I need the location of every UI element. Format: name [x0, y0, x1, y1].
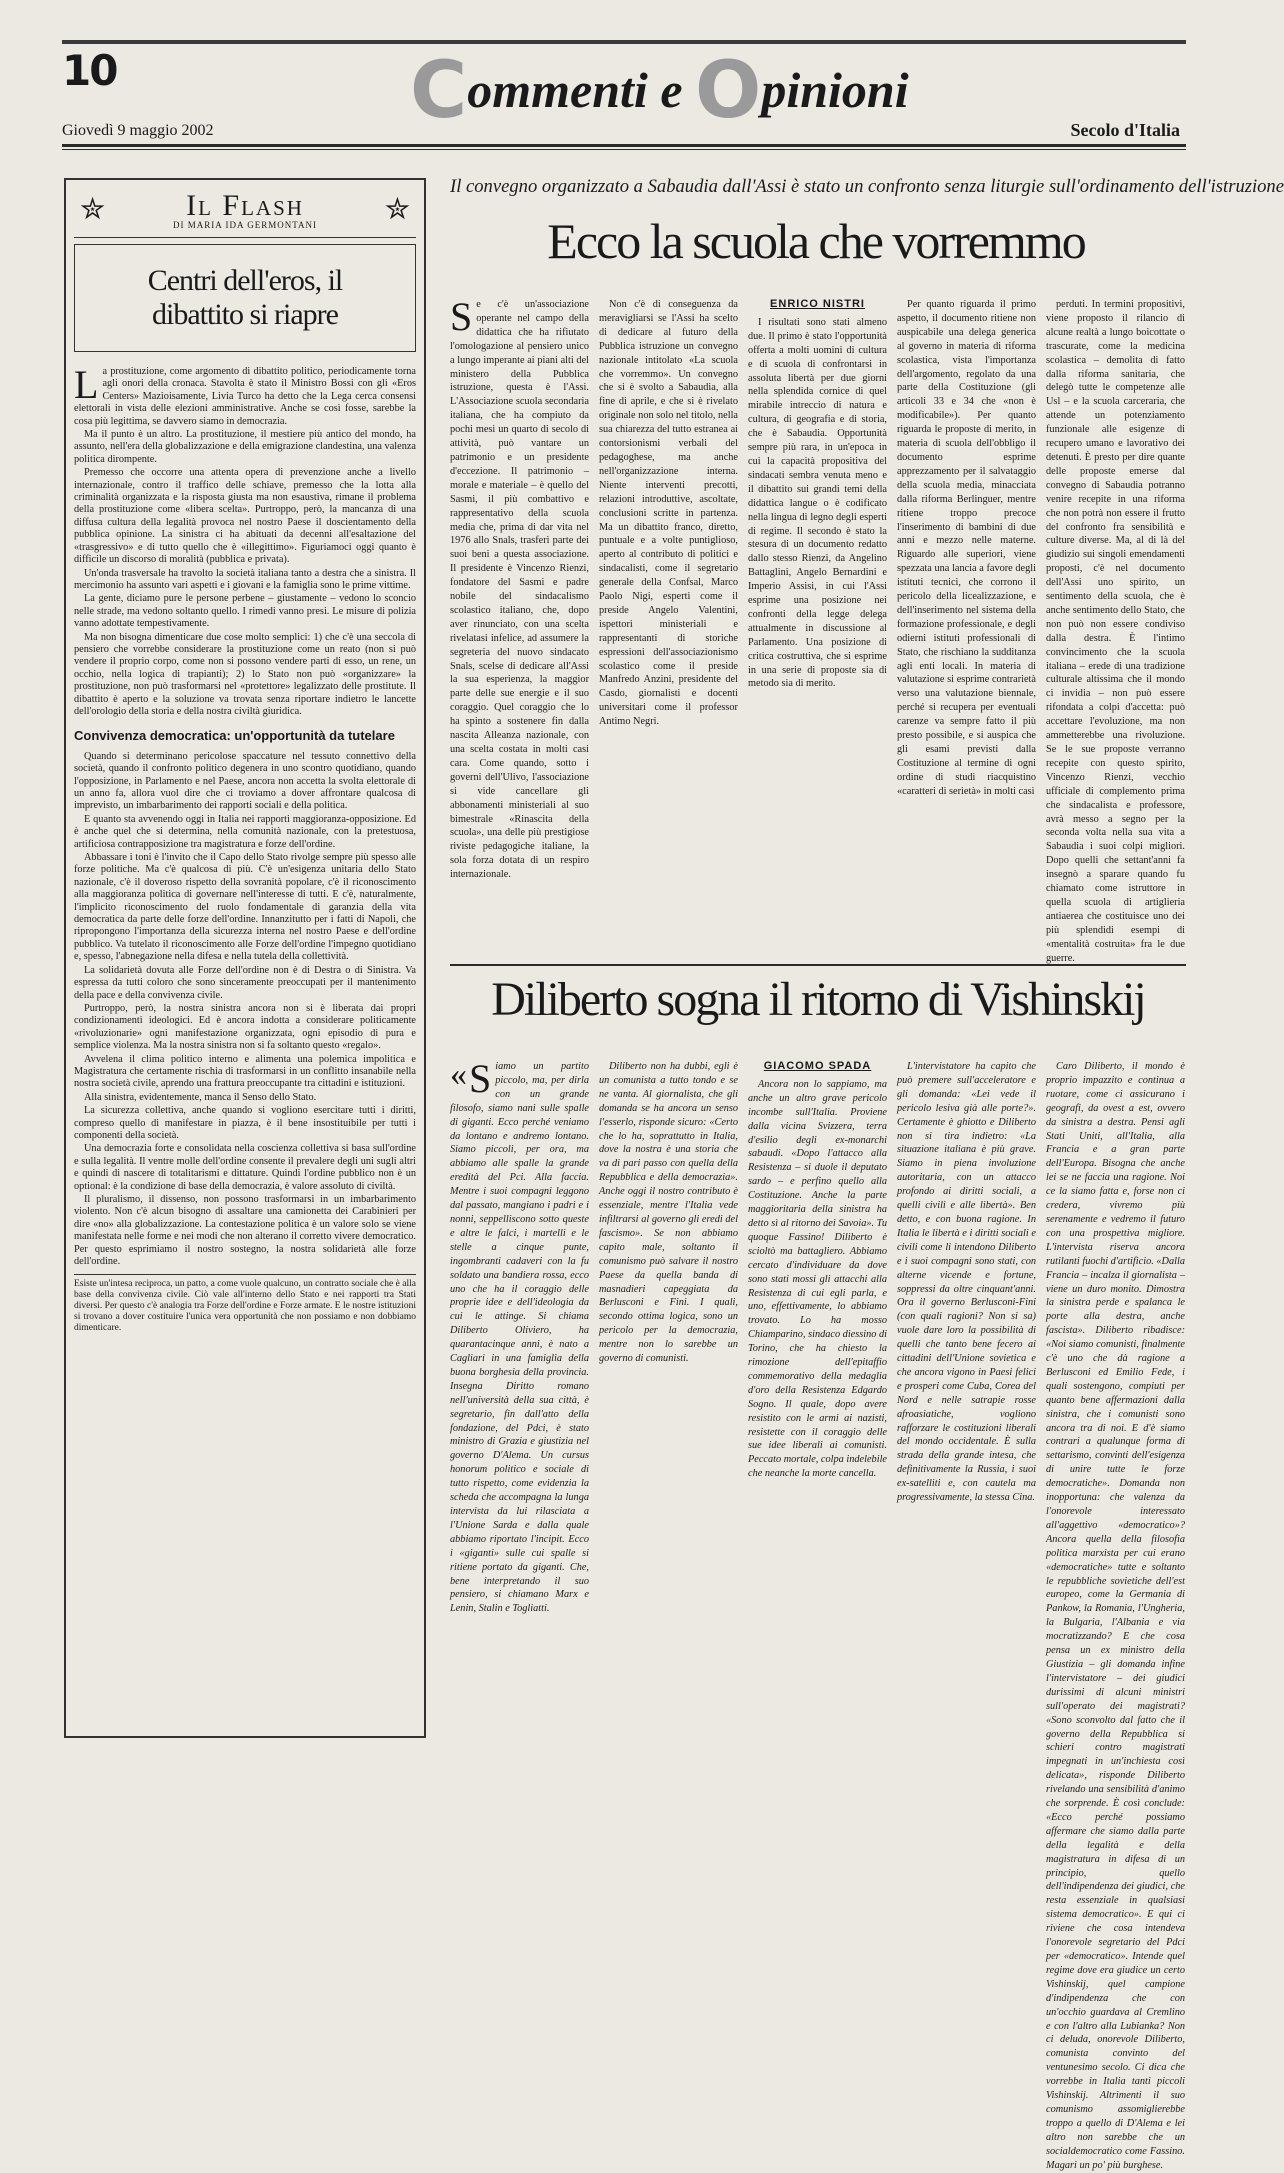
- flash-header: [74, 186, 416, 238]
- article2-body: [450, 1056, 1185, 2171]
- flash-headline: Centri dell'eros, il dibattito si riapre: [147, 264, 343, 331]
- section-title: [410, 46, 909, 136]
- flash-paragraph: Alla sinistra, evidentemente, manca il Senso dello Stato.: [84, 1091, 317, 1103]
- section-title-cap-c: C: [410, 46, 468, 136]
- dropcap: S: [450, 294, 473, 339]
- flash-paragraph: Una democrazia forte e consolidata nella coscienza collettiva si basa sull'ordine e sulla legalità. Il ventre molle dell'ordine consente il prevalere degli uni sugli altri e quindi di nascere di totalitarismi e dittature. Quindi l'ordine pubblico non è un optional: è la condizione di base della democrazia, è valore assoluto di civiltà.: [74, 1143, 416, 1192]
- flash-paragraph: Il pluralismo, il dissenso, non possono trasformarsi in un imbarbarimento violento. Non c'è alcun bisogno di assaltare una camionetta dei Carabinieri per dire «no» alla globalizzazione. La contestazione politica è un valore solo se viene manifestata nelle forme e nei modi che non alterano il corretto vivere democratico. Per questo esprimiamo il nostro sostegno, la nostra solidarietà alle forze dell'ordine.: [74, 1194, 416, 1268]
- flash-paragraph: Premesso che occorre una attenta opera di prevenzione anche a livello internazionale, contro il traffico delle schiave, premesso che la lotta alla criminalità organizzata e la risposta giusta ma non esaustiva, rimane il problema della prostituzione come «libera scelta». Purtroppo, però, la mancanza di una diffusa cultura della legalità provoca nel nostro Paese il doscientamento della pubblica opinione. La sinistra ci ha abituati da decenni all'esaltazione del «trasgressivo» e di tutto quello che è «illegittimo». Figuriamoci oggi quanto è difficile un discorso di moralità (pubblica e privata).: [74, 467, 416, 566]
- section-title-cap-o: O: [695, 46, 762, 136]
- flash-column: [64, 178, 426, 1738]
- article1-author: ENRICO NISTRI: [770, 298, 865, 310]
- article1-kicker: Il convegno organizzato a Sabaudia dall'Assi è stato un confronto senza liturgie sull'ordinamento dell'istruzione: [450, 176, 1284, 197]
- star-icon: ✮: [80, 193, 106, 226]
- article2-column: L'intervistatore ha capito che può premere sull'acceleratore e gli domanda: «Lei vede il pericolo lesiva già alle porte?». Certamente è ghiotto e Diliberto non si tira indietro: «La situazione italiana è più grave. Siamo in piena involuzione autoritaria, con un attacco profondo ai diritti sociali, a quelli civili e alle libertà». Ben detto, e con buona ragione. In Italia le libertà e i diritti sociali e civili come li intendono Diliberto e i suoi compagni sono stati, con alterne vicende e fortune, soppressi da oltre cinquant'anni. Ora il governo Berlusconi-Fini (con quali ragioni? Non si sa) vuole dare loro la possibilità di quelli che tanto bene fecero ai cittadini dell'Unione sovietica e che ancora vigono in Paesi felici e prosperi come Cuba, Corea del Nord e nelle satrapie rosse afroasiatiche, vogliono rafforzare le costituzioni liberali del mondo occidentale. È sulla strada della grande intesa, che definitivamente la Russia, i suoi ex-satelliti e, con cautela ma progressivamente, la stessa Cina.: [897, 1061, 1036, 1504]
- issue-date: Giovedì 9 maggio 2002: [62, 122, 214, 139]
- newspaper-name: Secolo d'Italia: [1070, 120, 1180, 140]
- article2-column: Caro Diliberto, il mondo è proprio impazzito e continua a ruotare, come ci assicurano i geografi, da ovest a est, ovvero da sinistra a destra. Pensi agli Stati Uniti, all'Italia, alla Francia e a gran parte dell'Europa. Bisogna che anche lei se ne faccia una ragione. Noi ce la siamo fatta e, forse non ci credera, vivremo più serenamente e vedremo il futuro con una prospettiva migliore. L'intervista riserva ancora rutilanti fuochi d'artificio. «Dalla Francia – incalza il giornalista – viene un duro monito. Dimostra la sinistra perde e spalanca le porte alla destra, anche fascista». Diliberto ribadisce: «Noi siamo comunisti, finalmente c'è uno che dà ragione a Berlusconi ed Emilio Fede, i quali sostengono, compiuti per quanto bene affermazioni dalla sinistra, che i comunisti sono ancora tra di noi. E d'è siamo contrari a qualunque forma di settarismo, convinti dell'esigenza di unire tutte le forze democratiche». Domanda non inopportuna: che valenza da l'onorevole interessato all'aggettivo «democratico»? Ancora quella della filosofia politica marxista per cui erano «democratiche» tutte e soltanto le repubbliche sovietiche dell'est europeo, come la Germania di Pankow, la Romania, l'Ungheria, la Bulgaria, l'Albania e via mocratizzando? E che cosa pensa un ex ministro della Giustizia – gli domanda infine l'intervistatore – dei giudici durissimi di alcuni ministri sull'operato dei magistrati? «Sono sconvolto dal fatto che il governo della Repubblica si schieri contro magistrati impegnati in un'inchiesta così delicata», risponde Diliberto rivelando una sensibilità d'animo che sorprende. È così conclude: «Ecco perché possiamo affermare che siamo dalla parte della legalità e della magistratura in difesa di un principio, quello dell'indipendenza dei giudici, che resta essenziale in qualsiasi sistema democratico». E qui ci riviene che cosa intendeva l'onorevole segretario del Pdci per «democratico». Intende quel regime dove era giudice un certo Vishinskij, quel campione d'indipendenza che con un'occhio guardava al Cremlino e con l'altro alla Lubianka? Non ci deluda, onorevole Diliberto, comunista convinto del ventunesimo secolo. Ci dica che vorrebbe in Italia tanti piccoli Vishinskij. Altrimenti il suo comunismo assomiglierebbe troppo a quello di D'Alema e lei altro non sarebbe che un socialdemocratico come Fassino. Magari un po' più burghese.: [1046, 1061, 1185, 2171]
- flash-headline-box: [74, 244, 416, 352]
- article1-column: Non c'è di conseguenza da meravigliarsi se l'Assi ha scelto di dedicare al futuro della Pubblica istruzione un convegno nazionale intitolato «La scuola che vorremmo». Un convegno che si è svolto a Sabaudia, alla fine di aprile, e che si è rivelato originale non solo nel titolo, nella sua chiarezza del tutto estranea ai contorsionismi verbali del pedagoghese, ma anche nell'organizzazione interna. Niente interventi precotti, relazioni introduttive, ascoltate, conclusioni scritte in partenza. Ma un dibattito franco, diretto, puntuale e a volte puntiglioso, aperto al contributo di politici e sindacalisti, come il segretario generale della Confsal, Marco Paolo Nigi, esperti come il preside Angelo Valentini, ispettori ministeriali e rappresentanti di storiche espressioni dell'associazionismo scolastico come il preside Manfredo Anzini, presidente del Casdo, giornalisti e docenti universitari come il professor Antimo Negri.: [599, 299, 738, 728]
- flash-body: [74, 362, 416, 1334]
- flash-paragraph: Un'onda trasversale ha travolto la società italiana tanto a destra che a sinistra. Il mercimonio ha assunto vari aspetti e i giovani e la famiglia sono le prime vittime.: [74, 567, 416, 591]
- page-number: 10: [62, 46, 117, 95]
- flash-byline: DI MARIA IDA GERMONTANI: [172, 220, 318, 230]
- flash-title: Il Flash: [186, 189, 304, 222]
- section-title-part2: pinioni: [761, 62, 909, 118]
- article-divider: [450, 964, 1186, 966]
- flash-paragraph: Ma il punto è un altro. La prostituzione, il mestiere più antico del mondo, ha assunto, nell'era della globalizzazione e della emigrazione clandestina, una valenza politica dirompente.: [74, 429, 416, 465]
- flash-paragraph: Ma non bisogna dimenticare due cose molto semplici: 1) che c'è una seccola di pensiero che vorrebbe considerare la prostituzione come un reato (non si può vendere il proprio corpo, come non si possono vendere parti di esso, un rene, un occhio, nella logica di trapianti); 2) lo Stato non può «organizzare» la prostituzione, non può trasformarsi nel «protettore» legalizzato delle prostitute. Il dibattito è aperto e la soluzione va trovata senza riportare indietro le lancette dell'orologio della storia e della nostra civiltà giuridica.: [74, 631, 416, 717]
- flash-paragraph: La gente, diciamo pure le persone perbene – giustamente – vedono lo sconcio nelle strade, ma vedono soltanto quello. I rimedi vanno presi. Le misure di polizia vanno adottate tempestivamente.: [74, 593, 416, 630]
- dropcap: L: [74, 362, 99, 407]
- flash-paragraph: Quando si determinano pericolose spaccature nel tessuto connettivo della società, quando il confronto politico degenera in uno scontro quotidiano, quando l'opposizione, in Parlamento e nel Paese, ancora non accetta la svolta elettorale di un anno fa, allora vuol dire che ci troviamo a dover affrontare qualcosa di imprevisto, un imbarbarimento dei rapporti sociali e della politica.: [74, 750, 416, 812]
- article2-headline: Diliberto sogna il ritorno di Vishinskij: [491, 973, 1145, 1026]
- flash-paragraph: E quanto sta avvenendo oggi in Italia nei rapporti maggioranza-opposizione. Ed è anche quel che si determina, nella comunità nazionale, con la pretestuosa, artificiosa contrapposizione tra magistratura e forze dell'ordine.: [74, 813, 416, 850]
- flash-subhead: Convivenza democratica: un'opportunità da tutelare: [74, 728, 395, 744]
- article2-column: « S iamo un partito piccolo, ma, per dirla con un grande filosofo, siamo nani sulle spalle di giganti. Ecco perché veniamo da lontano e andremo lontano. Siamo piccoli, per ora, ma abbiamo alle spalle la grande eredità del Pci. Alla faccia. Mentre i suoi compagni leggono dal passato, mangiano i padri e i nonni, seppelliscono sotto queste e altre le falci, i martelli e le stelle a cinque punte, ingombranti cadaveri con la fu soldato una bandiera rossa, ecco uno che ha il coraggio delle proprie idee e dell'ideologia da cui le attinge. Si chiama Diliberto Oliviero, ha quarantacinque anni, è nato a Cagliari in una famiglia della buona borghesia della provincia. Insegna Diritto romano nell'università della sua città, è segretario, fin dall'atto della fondazione, del Pdci, è stato ministro di Grazia e giustizia nel governo D'Alema. Un cursus honorum politico e sociale di tutto rispetto, come evidenzia la scheda che accompagna la lunga intervista da lui rilasciata a l'Unione Sarda e dalla quale abbiamo riportato l'incipit. Ecco i «giganti» sulle cui spalle si ritiene portato da giganti. Che, bene interpretando il suo pensiero, si chiamano Marx e Lenin, Stalin e Togliatti.: [450, 1056, 589, 1615]
- section-title-part1: ommenti e: [467, 62, 696, 118]
- flash-paragraph: La prostituzione, come argomento di dibattito politico, periodicamente torna agli onori della cronaca. Stavolta è stato il Ministro Bossi con gli «Eros Centers» Mazioisamente, Livia Turco ha detto che la Lega cerca consensi elettorali in vista delle elezioni amministrative. Anche se così fosse, sarebbe la cosa più legittima, se davvero siamo in democrazia.: [74, 362, 416, 427]
- dropcap: S: [469, 1056, 492, 1101]
- article2-column: Diliberto non ha dubbi, egli è un comunista a tutto tondo e se ne vanta. Al giornalista, che gli domanda se ha ancora un senso l'esserlo, risponde sicuro: «Certo che lo ha, soprattutto in Italia, dove la nostra è una storia che va di pari passo con quella della Repubblica e della democrazia». Anche oggi il nostro contributo è essenziale, mentre l'Italia vede infiltrarsi al governo gli eredi del fascismo». Se non abbiamo capito male, soltanto il comunismo può salvare il nostro Paese da quella banda di masnadieri capeggiata da Berlusconi e Fini. I quali, secondo ottima logica, sono un pericolo per la democrazia, mentre non lo sarebbe un governo di comunisti.: [599, 1061, 738, 1365]
- article2-column: GIACOMO SPADA Ancora non lo sappiamo, ma anche un altro grave pericolo incombe sull'Italia. Proviene dalla vicina Svizzera, terra d'esilio degli ex-monarchi sabaudi. «Dopo l'attacco alla Resistenza – si duole il deputato sardo – e perfino quello alla Costituzione. Anche la parte maggioritaria della sinistra ha detto sì al ritorno dei Savoia». Tu quoque Fassino! Diliberto è scioltò ma battagliero. Abbiamo cercato d'individuare da dove sono stati mossi gli attacchi alla Resistenza di cui egli parla, e uno, effettivamente, lo abbiamo trovato. Lo ha mosso Chiamparino, sindaco diessino di Torino, che ha chiesto la rimozione dell'epitaffio commemorativo della medaglia d'oro della Resistenza Edgardo Sogno. Il quale, dopo avere resistito con le armi ai nazisti, resistette con il coraggio delle sue idee liberali ai comunisti. Peccato mortale, colpa indelebile che neanche la morte cancella.: [748, 1060, 888, 1480]
- header-rule: [62, 144, 1186, 147]
- article1-column: Per quanto riguarda il primo aspetto, il documento ritiene non auspicabile una delega generica al governo in materia di riforma scolastica, vista l'importanza dell'argomento, regolato da una parte della Costituzione (gli articoli 33 e 34 che «non è modificabile»). Per quanto riguarda le proposte di merito, in materia di scuola dell'obbligo il documento esprime apprezzamento per il salvataggio della scuola media, minacciata dalla riforma Berlinguer, mentre ritiene troppo precoce l'inserimento di bambini di due anni e mezzo nelle materne. Riguardo alle superiori, viene spezzata una lancia a favore degli istituti tecnici, che corrono il pericolo della licealizzazione, e dell'inserimento nel sistema della formazione professionale, e degli odierni istituti professionali di Stato, che rischiano la sudditanza agli enti locali. In materia di valutazione si esprime contrarietà verso una valutazione biennale, perché si recupera per eventuali carenze va sempre fatto il più presto possibile, e si auspica che gli esami previsti dalla Costituzione al termine di ogni ordine di studi riacquistino «caratteri di serietà» in molti casi: [897, 299, 1036, 797]
- star-icon: ✮: [384, 193, 410, 226]
- flash-note: Esiste un'intesa reciproca, un patto, a come vuole qualcuno, un contratto sociale che è alla base della convivenza civile. Ciò vale all'interno dello Stato e nei rapporti tra Stati diversi. Per questo c'è analogia tra Forze dell'ordine e Forze armate. E le nostre istituzioni si trovano a dover costituire l'unica vera opportunità che non possiamo e non dobbiamo dimenticare.: [74, 1274, 416, 1334]
- article2-author: GIACOMO SPADA: [763, 1060, 872, 1072]
- article1-column: ENRICO NISTRI I risultati sono stati almeno due. Il primo è stato l'opportunità offerta a molti uomini di cultura e di scuola di confrontarsi in assoluta libertà per due giorni nella splendida cornice di quel mirabile intreccio di natura e cultura, di geografia e di storia, che è Sabaudia. Opportunità sempre più rara, in un'epoca in cui la capacità propositiva del sindacati sembra venuta meno e il dibattito sui grandi temi della didattica langue o è codificato nella lingua di legno degli esperti di regime. Il secondo è stato la stesura di un documento redatto dallo stesso Rienzi, da Angelino Battaglini, Angelo Bernardini e Imperio Assisi, in cui l'Assi esprime una posizione nei confronti della legge delega attualmente in discussione al Parlamento. Una posizione di critica costruttiva, che si esprime in una serie di proposte sia di metodo sia di merito.: [748, 298, 887, 690]
- flash-paragraph: Abbassare i toni è l'invito che il Capo dello Stato rivolge sempre più spesso alle forze politiche. Ma c'è qualcosa di più. C'è un'esigenza unitaria dello Stato nazionale, c'è il doveroso rispetto della sovranità popolare, c'è il riconoscimento alla maggioranza politica di governare nell'interesse di tutti. E c'è, naturalmente, l'implicito riconoscimento del ruolo fondamentale di garanzia della vita democratica da parte delle forze dell'ordine. Innanzitutto per i fatti di Napoli, che ripropongono l'importanza della sicurezza interna nel nostro Paese e dell'ordine pubblico. Va tutelato il riconoscimento alle Forze dell'ordine l'impegno quotidiano e, spesso, l'abnegazione nella difesa e nella tutela della collettività.: [74, 852, 416, 963]
- flash-paragraph: Avvelena il clima politico interno e alimenta una polemica impolitica e Magistratura che certamente rischia di trasformarsi in un conflitto insanabile nella nostra società civile, aprendo una frattura preoccupante tra cittadini e istituzioni.: [74, 1053, 416, 1090]
- header-rule-thin: [62, 149, 1186, 150]
- article1-column: perduti. In termini propositivi, viene proposto il rilancio di alcune realtà a lungo boicottate o trascurate, come la medicina scolastica – demolita di fatto dalla riforma sanitaria, che delegò tutte le competenze alle Usl – e la scuola carceraria, che attende un potenziamento funzionale alle esigenze di recupero umano e lavorativo dei detenuti. È presto per dire quante delle proposte emerse dal convegno di Sabaudia potranno venire recepite in una riforma che non potrà non essere il frutto del confronto fra sensibilità e culture diverse. Ma, al di là del giudizio sui singoli emendamenti proposti, c'è nel documento dell'Assi uno spirito, un sentimento della scuola, che è anche sentimento dello Stato, che non può non essere condiviso dalla destra. È l'intimo convincimento che la scuola italiana – erede di una tradizione culturale altissima che il mondo ci invidia – non può essere rifondata a colpi d'accetta: può accettare l'evoluzione, ma non ammetterebbe una rivoluzione. Se le sue proposte verranno recepite con questo spirito, Vincenzo Rienzi, vecchio ufficiale di complemento prima che sindacalista e professore, avrà messo a segno per la seconda volta nella sua vita a Sabaudia i suoi colpi migliori. Dopo quelli che settant'anni fa insegnò a sparare quando fu chiamato come istruttore in quella scuola di artiglieria antiaerea che costituisce uno dei più splendidi esempi di «mentalità costruita» fra le due guerre.: [1046, 299, 1185, 964]
- flash-paragraph: La sicurezza collettiva, anche quando si vogliono esercitare tutti i diritti, compreso quello di manifestare in piazza, è il bene insostituibile per tutti i componenti della società.: [74, 1105, 416, 1141]
- quote-mark: «: [450, 1056, 467, 1093]
- article1-column: Se c'è un'associazione operante nel campo della didattica che ha rifiutato l'omologazione al pensiero unico a lungo imperante ai piani alti del ministero della Pubblica istruzione, questa è l'Assi. L'Associazione scuola secondaria italiana, che ha compiuto da pochi mesi un quarto di secolo di attività, può vantare un patrimonio e un presidente d'eccezione. Il patrimonio – morale e materiale – è quello del Sasmi, il più combattivo e rappresentativo della scuola media che, prima di dar vita nel 1976 allo Snals, trasferì parte dei suoi beni a questa associazione. Il presidente è Vincenzo Rienzi, fondatore del Sasmi e padre nobile del sindacalismo scolastico italiano, che, dopo aver rinunciato, con una scelta rivelatasi infelice, ad assumere la segreteria del nuovo sindacato Snals, scelse di dedicare all'Assi la sua esperienza, la maggior parte delle sue energie e il suo coraggio. Quel coraggio che lo ha spinto a sostenere fin dalla nascita Alleanza nazionale, con una scelta costata in molti casi cara. Come quando, sotto i governi dell'Ulivo, l'associazione si vide cancellare gli abbonamenti ministeriali al suo bimestrale «Rinascita della scuola», una delle più prestigiose riviste pedagogiche italiane, la sola forza dotata di un respiro internazionale.: [450, 294, 589, 881]
- article1-body: [450, 294, 1185, 964]
- article1-headline: Ecco la scuola che vorremmo: [547, 213, 1085, 269]
- top-rule: [62, 40, 1186, 44]
- flash-paragraph: La solidarietà dovuta alle Forze dell'ordine non è di Destra o di Sinistra. Va espressa da tutti coloro che sono sinceramente preoccupati per il mantenimento della pace e della convivenza civile.: [74, 964, 416, 1001]
- flash-paragraph: Purtroppo, però, la nostra sinistra ancora non si è liberata dai propri condizionamenti ideologici. Ed è ancora indotta a considerare politicamente «rivoluzionarie» ogni manifestazione organizzata, ogni episodio di pura e semplice violenza. Ma la nostra sinistra non si fa soltanto questo «regalo».: [74, 1002, 416, 1052]
